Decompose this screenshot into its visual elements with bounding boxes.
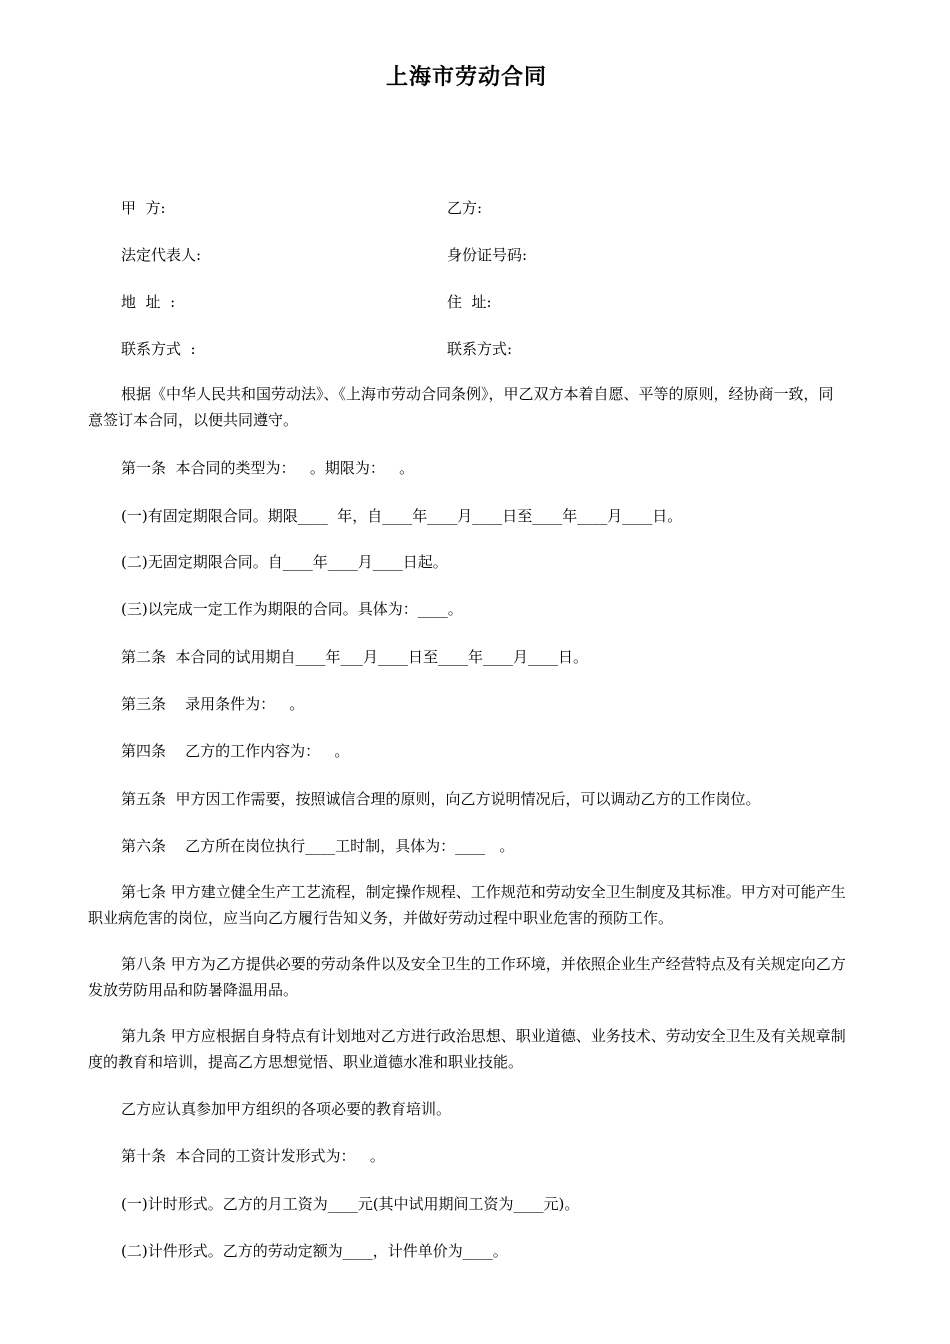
article-6: 第六条 乙方所在岗位执行____工时制，具体为：____ 。 [121, 837, 515, 855]
article-8: 第八条 甲方为乙方提供必要的劳动条件以及安全卫生的工作环境，并依照企业生产经营特点及有关规定向乙方发放劳防用品和防暑降温用品。 [88, 955, 846, 999]
article-1-item-3: (三)以完成一定工作为期限的合同。具体为：____。 [121, 600, 463, 618]
party-a-label: 甲 方: [121, 199, 166, 217]
article-10-item-2: (二)计件形式。乙方的劳动定额为____，计件单价为____。 [121, 1242, 508, 1260]
article-10: 第十条 本合同的工资计发形式为： 。 [121, 1147, 385, 1165]
party-b-label: 乙方: [447, 199, 483, 217]
document-title: 上海市劳动合同 [385, 64, 547, 90]
training-paragraph: 乙方应认真参加甲方组织的各项必要的教育培训。 [121, 1100, 452, 1118]
preamble-paragraph: 根据《中华人民共和国劳动法》、《上海市劳动合同条例》，甲乙双方本着自愿、平等的原则，经协商一致，同意签订本合同，以便共同遵守。 [88, 385, 834, 429]
article-1: 第一条 本合同的类型为： 。期限为： 。 [121, 459, 415, 477]
article-2: 第二条 本合同的试用期自____年___月____日至____年____月____日。 [121, 648, 589, 666]
article-7: 第七条 甲方建立健全生产工艺流程，制定操作规程、工作规范和劳动安全卫生制度及其标准。甲方对可能产生职业病危害的岗位，应当向乙方履行告知义务，并做好劳动过程中职业危害的预防工作。 [88, 883, 846, 927]
article-1-item-2: (二)无固定期限合同。自____年____月____日起。 [121, 553, 448, 571]
article-1-item-1: (一)有固定期限合同。期限____ 年，自____年____月____日至____年____月____日。 [121, 507, 683, 525]
article-5: 第五条 甲方因工作需要，按照诚信合理的原则，向乙方说明情况后，可以调动乙方的工作岗位。 [121, 790, 761, 808]
article-9: 第九条 甲方应根据自身特点有计划地对乙方进行政治思想、职业道德、业务技术、劳动安全卫生及有关规章制度的教育和培训，提高乙方思想觉悟、职业道德水准和职业技能。 [88, 1027, 846, 1071]
id-number-label: 身份证号码: [447, 246, 528, 264]
party-a-contact-label: 联系方式 : [121, 340, 196, 358]
legal-representative-label: 法定代表人: [121, 246, 202, 264]
article-3: 第三条 录用条件为： 。 [121, 695, 305, 713]
party-b-address-label: 住 址: [447, 293, 492, 311]
party-a-address-label: 地 址 : [121, 293, 176, 311]
article-10-item-1: (一)计时形式。乙方的月工资为____元(其中试用期间工资为____元)。 [121, 1195, 580, 1213]
party-b-contact-label: 联系方式: [447, 340, 513, 358]
article-4: 第四条 乙方的工作内容为： 。 [121, 742, 350, 760]
